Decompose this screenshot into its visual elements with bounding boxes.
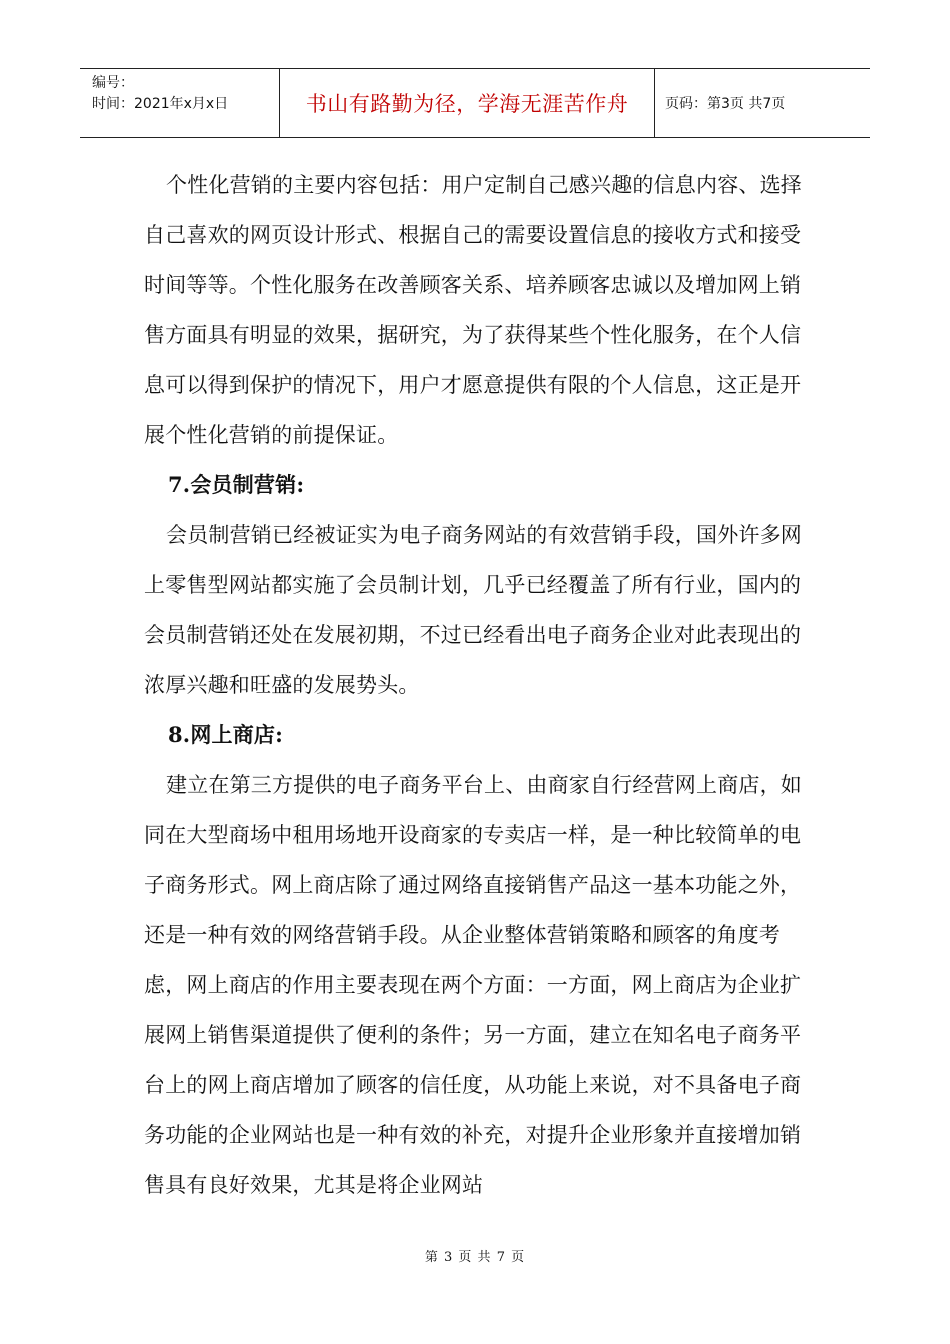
document-body — [144, 160, 812, 1210]
header-motto: 书山有路勤为径，学海无涯苦作舟 — [280, 69, 655, 137]
header-page-label: 页码：第3页 共7页 — [665, 96, 786, 112]
section-heading-online-store: 8.网上商店: — [168, 722, 284, 747]
header-meta — [80, 69, 280, 137]
document-time-label: 时间：2021年x月x日 — [92, 96, 229, 112]
document-number-label: 编号： — [92, 75, 134, 91]
paragraph-personalized-marketing: 个性化营销的主要内容包括：用户定制自己感兴趣的信息内容、选择自己喜欢的网页设计形式、根据自己的需要设置信息的接收方式和接受时间等等。个性化服务在改善顾客关系、培养顾客忠诚以及增加网上销售方面具有明显的效果，据研究，为了获得某些个性化服务，在个人信息可以得到保护的情况下，用户才愿意提供有限的个人信息，这正是开展个性化营销的前提保证。 — [144, 173, 802, 447]
page-header — [80, 68, 870, 138]
section-heading-membership: 7.会员制营销: — [168, 472, 305, 497]
paragraph-online-store: 建立在第三方提供的电子商务平台上、由商家自行经营网上商店，如同在大型商场中租用场地开设商家的专卖店一样，是一种比较简单的电子商务形式。网上商店除了通过网络直接销售产品这一基本功能之外，还是一种有效的网络营销手段。从企业整体营销策略和顾客的角度考虑，网上商店的作用主要表现在两个方面：一方面，网上商店为企业扩展网上销售渠道提供了便利的条件；另一方面，建立在知名电子商务平台上的网上商店增加了顾客的信任度，从功能上来说，对不具备电子商务功能的企业网站也是一种有效的补充，对提升企业形象并直接增加销售具有良好效果，尤其是将企业网站 — [144, 773, 802, 1197]
paragraph-membership-marketing: 会员制营销已经被证实为电子商务网站的有效营销手段，国外许多网上零售型网站都实施了会员制计划，几乎已经覆盖了所有行业，国内的会员制营销还处在发展初期，不过已经看出电子商务企业对此表现出的浓厚兴趣和旺盛的发展势头。 — [144, 523, 802, 697]
page-footer: 第 3 页 共 7 页 — [424, 1250, 526, 1265]
